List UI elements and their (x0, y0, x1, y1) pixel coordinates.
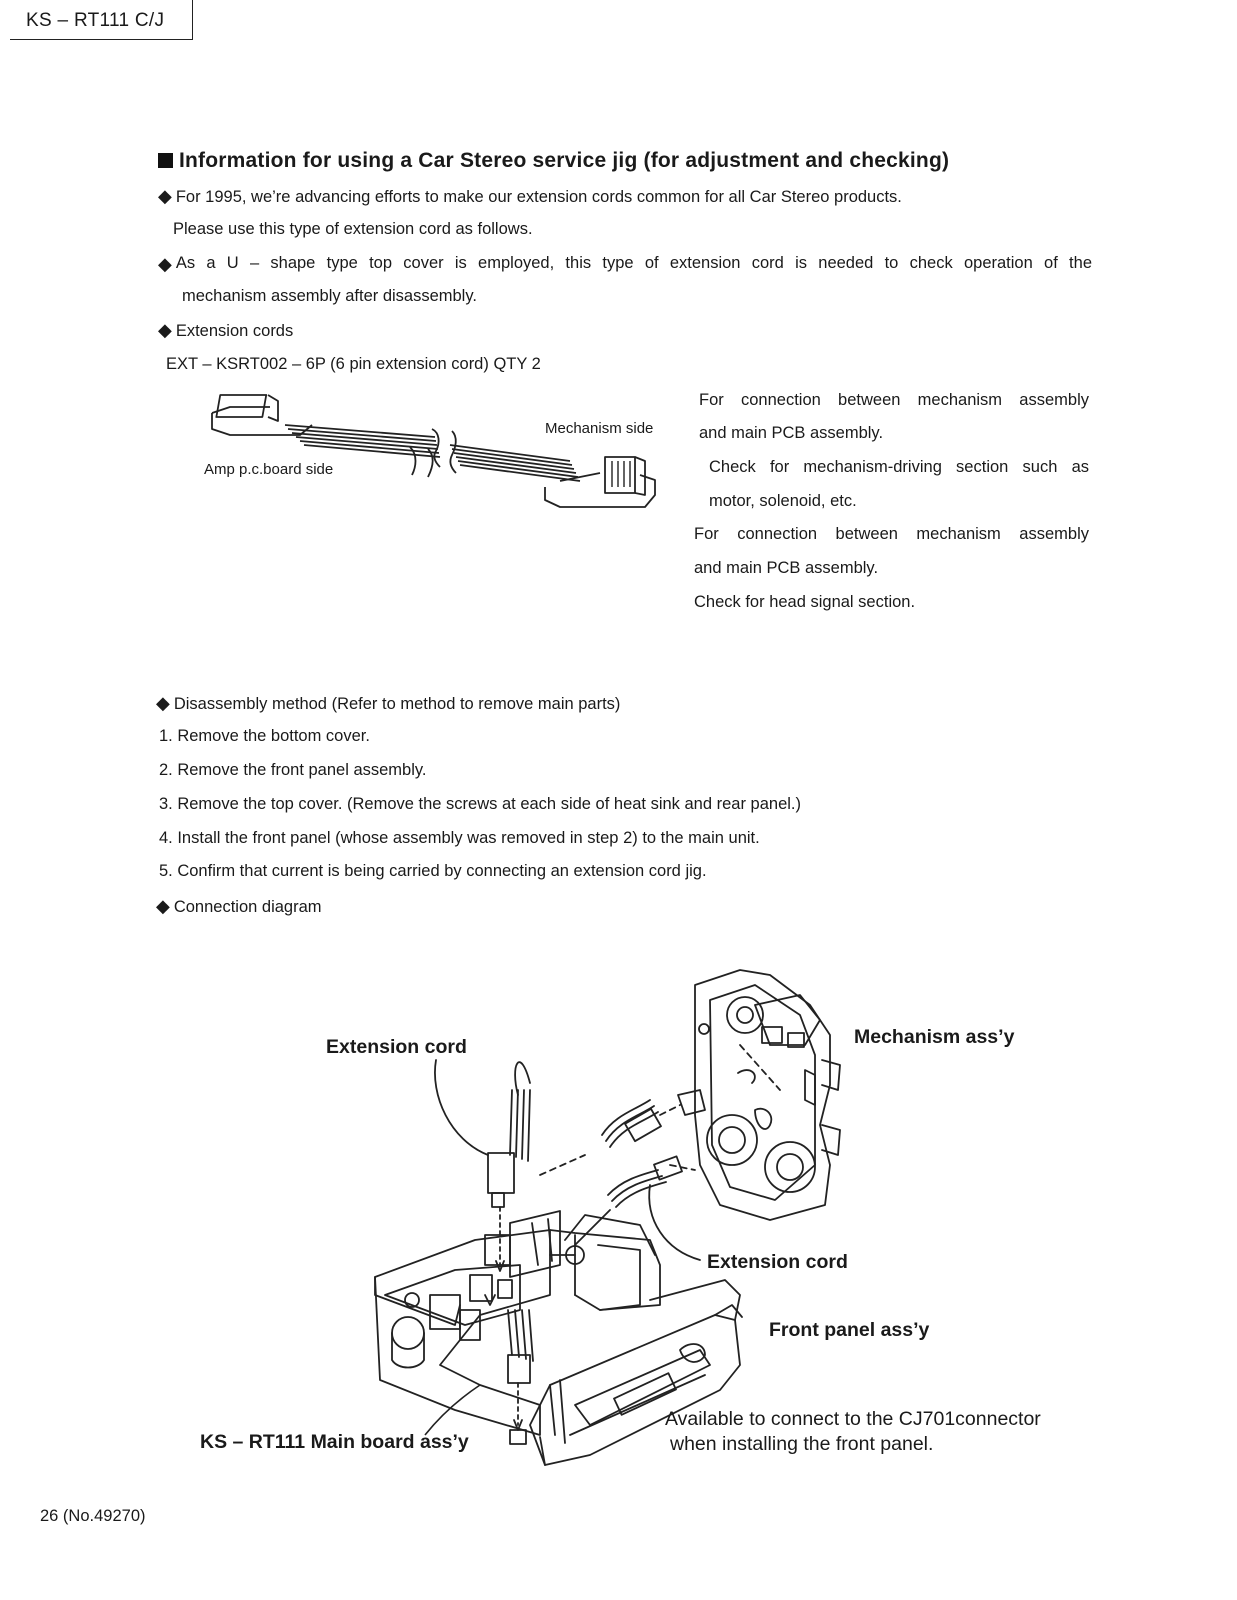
diamond-bullet-icon: ◆ (158, 186, 172, 206)
extension-cord-figure (200, 385, 670, 525)
extension-cord-mid-label: Extension cord (707, 1251, 848, 1273)
note-line: and main PCB assembly. (694, 559, 879, 577)
disassembly-step: 4. Install the front panel (whose assembly was removed in step 2) to the main unit. (159, 829, 760, 847)
disassembly-step: 5. Confirm that current is being carried by connecting an extension cord jig. (159, 862, 707, 880)
section-title-text: Information for using a Car Stereo service jig (for adjustment and checking) (179, 149, 950, 172)
front-panel-assy-label: Front panel ass’y (769, 1319, 930, 1341)
disassembly-step: 2. Remove the front panel assembly. (159, 761, 427, 779)
amp-board-side-label: Amp p.c.board side (204, 461, 334, 478)
note-line: and main PCB assembly. (699, 424, 884, 442)
diamond-bullet-icon: ◆ (156, 896, 170, 916)
ushape-line1: ◆ As a U – shape type top cover is employed, this type of extension cord is needed to check operation of the (158, 254, 1092, 274)
note-line: motor, solenoid, etc. (709, 492, 857, 510)
page-number: 26 (No.49270) (40, 1507, 146, 1525)
ext-heading: ◆ Extension cords (158, 320, 294, 340)
ushape-line2: mechanism assembly after disassembly. (182, 287, 477, 305)
mechanism-side-label: Mechanism side (545, 420, 654, 437)
note-line: For connection between mechanism assembly (694, 525, 1089, 543)
disassembly-step: 3. Remove the top cover. (Remove the screws at each side of heat sink and rear panel.) (159, 795, 802, 813)
main-board-assy-label: KS – RT111 Main board ass’y (200, 1431, 469, 1453)
square-bullet-icon (158, 153, 173, 168)
ext-part-number: EXT – KSRT002 – 6P (6 pin extension cord) QTY 2 (166, 355, 541, 373)
section-title (158, 149, 949, 173)
intro-line1: ◆ For 1995, we’re advancing efforts to make our extension cords common for all Car Stereo products. (158, 186, 902, 206)
note-line: For connection between mechanism assembly (699, 391, 1089, 409)
diamond-bullet-icon: ◆ (156, 693, 170, 713)
disassembly-step: 1. Remove the bottom cover. (159, 727, 370, 745)
mechanism-assy-label: Mechanism ass’y (854, 1026, 1015, 1048)
model-header: KS – RT111 C/J (26, 10, 165, 31)
diamond-bullet-icon: ◆ (158, 320, 172, 340)
note-line: Check for mechanism-driving section such as (709, 458, 1089, 476)
diamond-bullet-icon: ◆ (158, 254, 172, 274)
cj701-note-line1: Available to connect to the CJ701connector (665, 1408, 1041, 1430)
note-line: Check for head signal section. (694, 593, 916, 611)
cj701-note-line2: when installing the front panel. (670, 1433, 934, 1455)
extension-cord-top-label: Extension cord (326, 1036, 467, 1058)
intro-line2: Please use this type of extension cord as follows. (173, 220, 533, 238)
disassembly-heading: ◆ Disassembly method (Refer to method to remove main parts) (156, 693, 621, 713)
connection-diagram-heading: ◆ Connection diagram (156, 896, 322, 916)
